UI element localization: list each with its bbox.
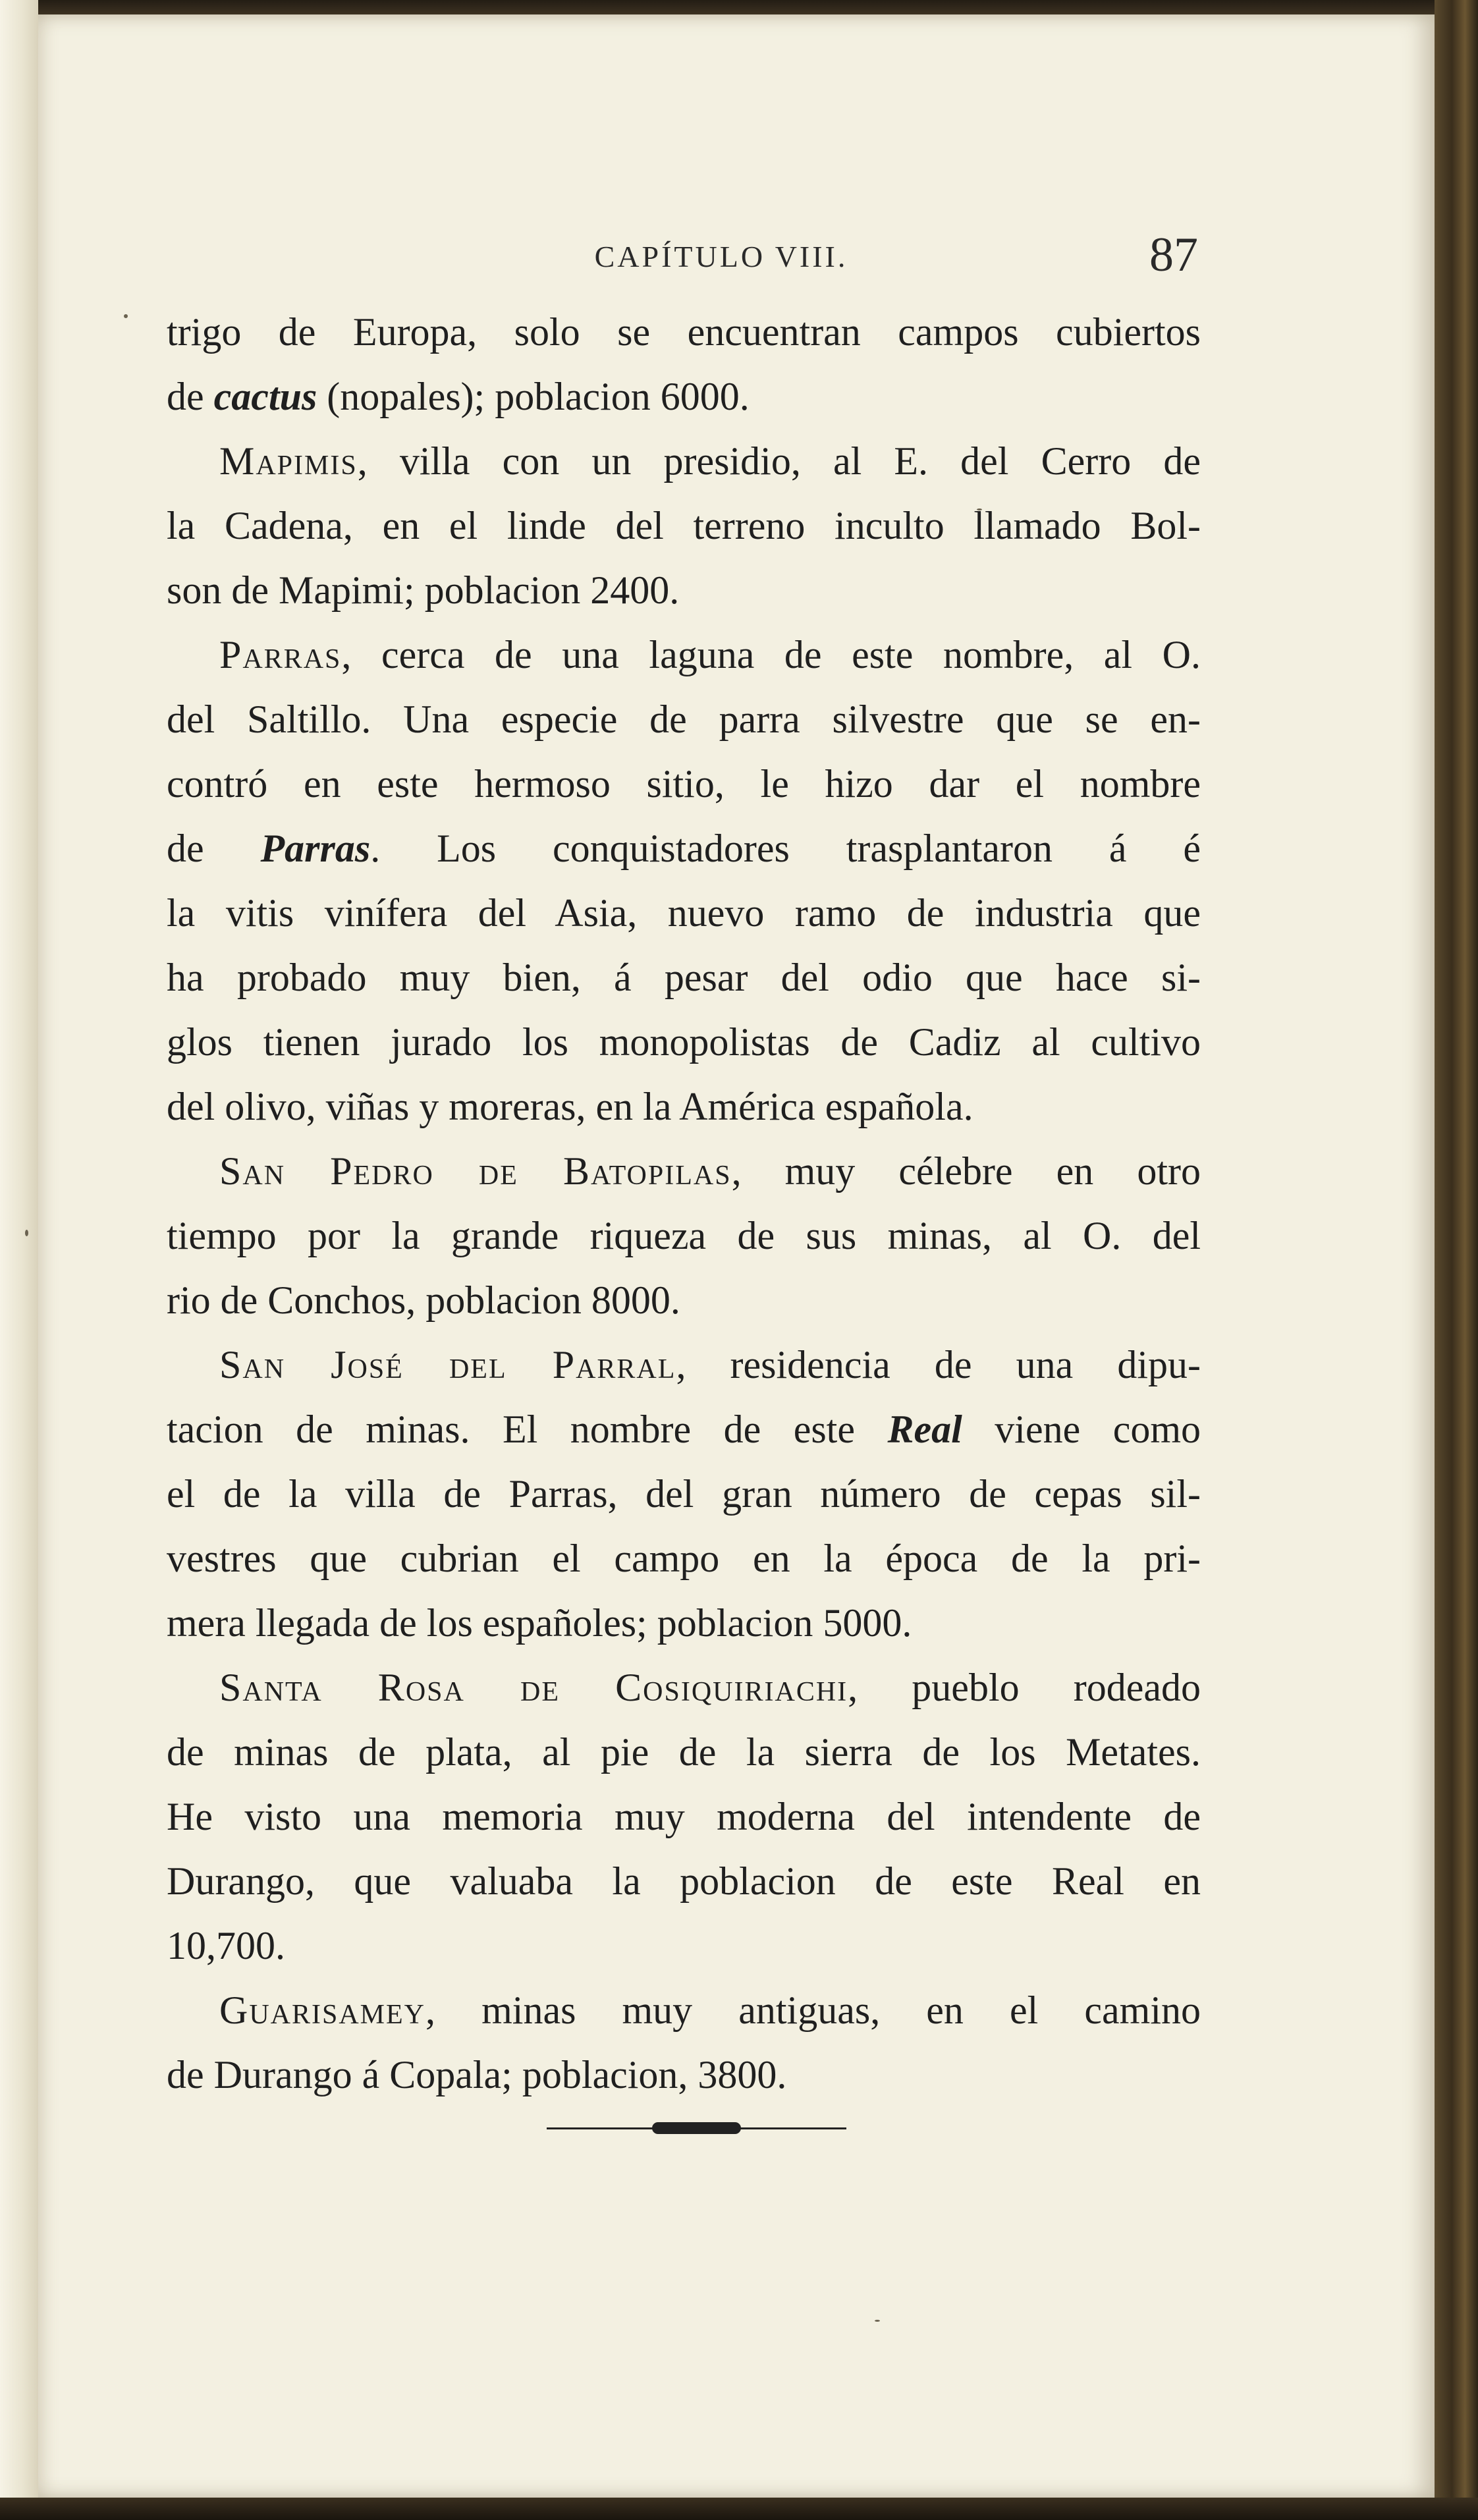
text-line — [167, 429, 1201, 493]
text-line — [167, 1591, 1201, 1655]
text-run: ha probado muy bien, á pesar del odio que hace si- — [167, 956, 1201, 999]
text-line — [167, 945, 1201, 1010]
place-name: Guarisamey — [219, 1988, 426, 2032]
text-line — [167, 1010, 1201, 1074]
text-run: , minas muy antiguas, en el camino — [425, 1988, 1201, 2032]
text-run: rio de Conchos, poblacion 8000. — [167, 1278, 680, 1322]
text-run: de minas de plata, al pie de la sierra de los Metates. — [167, 1730, 1201, 1774]
text-run: del olivo, viñas y moreras, en la América española. — [167, 1085, 973, 1128]
text-line — [167, 687, 1201, 752]
text-line — [167, 1526, 1201, 1591]
text-run: He visto una memoria muy moderna del intendente de — [167, 1795, 1201, 1838]
text-run: , villa con un presidio, al E. del Cerro de — [357, 439, 1201, 483]
body-text — [167, 300, 1201, 2107]
text-run: glos tienen jurado los monopolistas de Cadiz al cultivo — [167, 1020, 1201, 1064]
text-run: 10,700. — [167, 1924, 285, 1967]
text-run: tacion de minas. El nombre de este — [167, 1408, 888, 1451]
bottom-edge — [0, 2498, 1478, 2520]
text-run: del Saltillo. Una especie de parra silvestre que se en- — [167, 698, 1201, 741]
text-line — [167, 622, 1201, 687]
text-run: son de Mapimi; poblacion 2400. — [167, 568, 680, 612]
running-title: CAPÍTULO VIII. — [594, 240, 848, 273]
text-line — [167, 816, 1201, 881]
text-line — [167, 1074, 1201, 1139]
italic-term: Parras — [260, 827, 371, 870]
text-run: de — [167, 827, 261, 870]
text-run: trigo de Europa, solo se encuentran campos cubiertos — [167, 310, 1201, 354]
text-line — [167, 2042, 1201, 2107]
place-name: San Pedro de Batopilas — [219, 1149, 732, 1193]
text-run: la Cadena, en el linde del terreno inculto llamado Bol- — [167, 504, 1201, 547]
place-name: San José del Parral — [219, 1343, 676, 1386]
text-run: Durango, que valuaba la poblacion de este Real en — [167, 1859, 1201, 1903]
text-run: contró en este hermoso sitio, le hizo dar el nombre — [167, 762, 1201, 806]
text-line — [167, 1913, 1201, 1978]
text-line — [167, 1655, 1201, 1720]
text-run: la vitis vinífera del Asia, nuevo ramo de industria que — [167, 891, 1201, 935]
text-line — [167, 1978, 1201, 2042]
binding-edge — [1435, 0, 1478, 2520]
top-edge — [38, 0, 1478, 14]
text-run: . Los conquistadores trasplantaron á é — [370, 827, 1201, 870]
text-run: , residencia de una dipu- — [676, 1343, 1201, 1386]
text-run: vestres que cubrian el campo en la época de la pri- — [167, 1537, 1201, 1580]
gutter-edge — [0, 0, 38, 2520]
place-name: Mapimis — [219, 439, 358, 483]
text-run: el de la villa de Parras, del gran número de cepas sil- — [167, 1472, 1201, 1516]
text-line — [167, 1268, 1201, 1332]
text-line — [167, 1849, 1201, 1913]
page-header — [0, 227, 1478, 293]
text-line — [167, 1462, 1201, 1526]
italic-term: Real — [887, 1408, 962, 1451]
text-run: (nopales); poblacion 6000. — [317, 375, 750, 418]
text-line — [167, 300, 1201, 364]
text-line — [167, 752, 1201, 816]
text-run: tiempo por la grande riqueza de sus minas, al O. del — [167, 1214, 1201, 1257]
text-line — [167, 558, 1201, 622]
text-line — [167, 1332, 1201, 1397]
tailpiece-ornament — [547, 2121, 846, 2137]
italic-term: cactus — [213, 375, 317, 418]
text-line — [167, 364, 1201, 429]
text-run: , pueblo rodeado — [848, 1666, 1201, 1709]
text-line — [167, 1720, 1201, 1784]
text-line — [167, 881, 1201, 945]
page-number: 87 — [1149, 228, 1198, 282]
text-line — [167, 1203, 1201, 1268]
place-name: Parras — [219, 633, 342, 676]
text-run: , muy célebre en otro — [731, 1149, 1201, 1193]
text-run: , cerca de una laguna de este nombre, al O. — [341, 633, 1201, 676]
place-name: Santa Rosa de Cosiquiriachi — [219, 1666, 848, 1709]
text-line — [167, 1139, 1201, 1203]
text-line — [167, 1784, 1201, 1849]
text-line — [167, 1397, 1201, 1462]
text-run: de Durango á Copala; poblacion, 3800. — [167, 2053, 787, 2096]
text-run: viene como — [962, 1408, 1201, 1451]
text-line — [167, 493, 1201, 558]
text-run: de — [167, 375, 214, 418]
text-run: mera llegada de los españoles; poblacion 5000. — [167, 1601, 912, 1645]
